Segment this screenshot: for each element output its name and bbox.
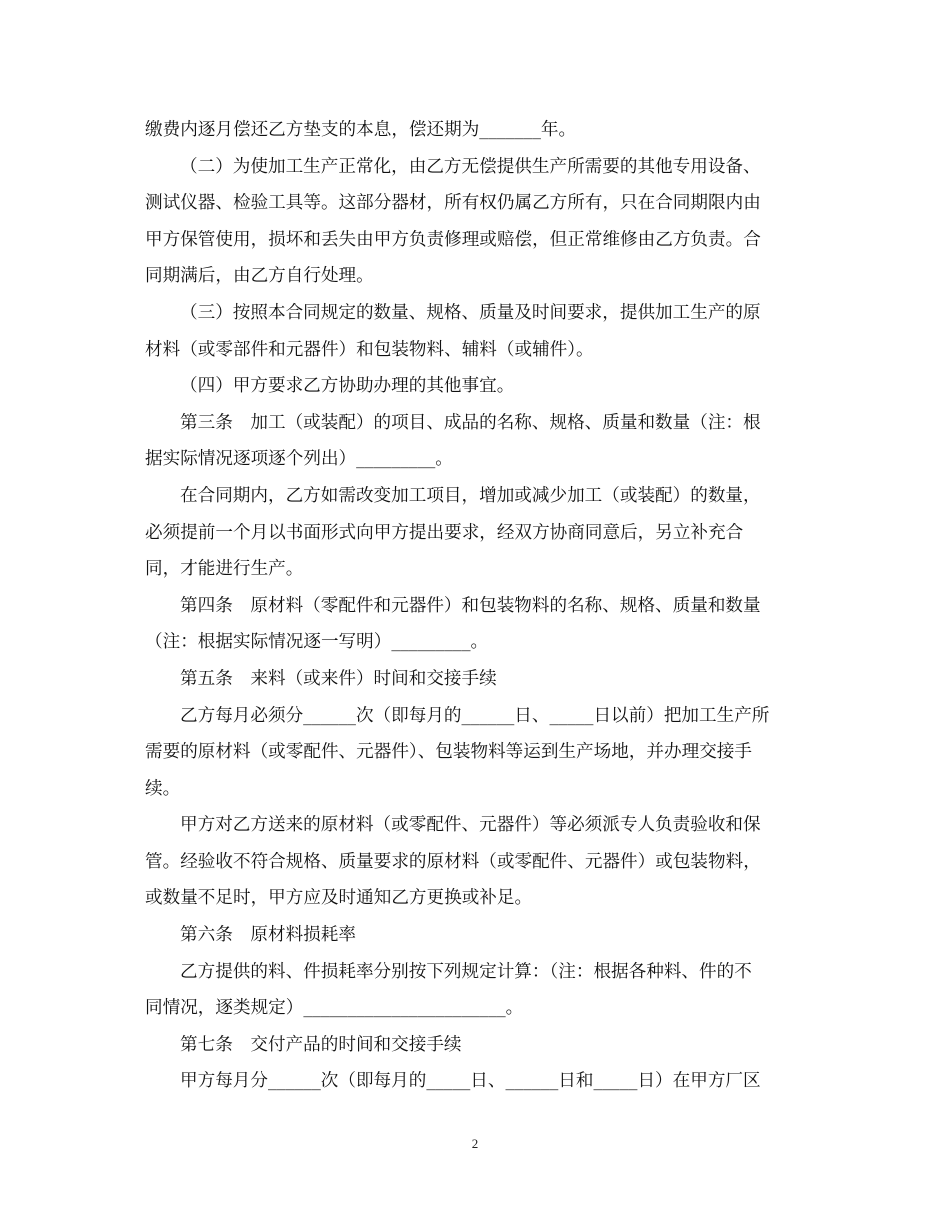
text-line: （二）为使加工生产正常化，由乙方无偿提供生产所需要的其他专用设备、 bbox=[180, 156, 761, 177]
text-line: 同期满后，由乙方自行处理。 bbox=[145, 266, 374, 287]
text-line: 甲方对乙方送来的原材料（或零配件、元器件）等必须派专人负责验收和保 bbox=[180, 815, 761, 836]
text-line: 第四条 原材料（零配件和元器件）和包装物料的名称、规格、质量和数量 bbox=[180, 595, 761, 616]
text-line: 同，才能进行生产。 bbox=[145, 559, 304, 580]
text-line: 据实际情况逐项逐个列出）_________。 bbox=[145, 449, 453, 470]
text-line: 缴费内逐月偿还乙方垫支的本息，偿还期为_______年。 bbox=[145, 120, 577, 140]
text-line: 乙方每月必须分______次（即每月的______日、_____日以前）把加工生产所 bbox=[180, 705, 770, 726]
text-line: 管。经验收不符合规格、质量要求的原材料（或零配件、元器件）或包装物料， bbox=[145, 851, 761, 872]
text-line: 乙方提供的料、件损耗率分别按下列规定计算：（注：根据各种料、件的不 bbox=[180, 961, 752, 982]
text-line: （三）按照本合同规定的数量、规格、质量及时间要求，提供加工生产的原 bbox=[180, 302, 761, 323]
text-line: 甲方每月分______次（即每月的_____日、______日和_____日）在甲方厂区 bbox=[180, 1071, 761, 1092]
text-line: 甲方保管使用，损坏和丢失由甲方负责修理或赔偿，但正常维修由乙方负责。合 bbox=[145, 229, 761, 250]
text-line: 第三条 加工（或装配）的项目、成品的名称、规格、质量和数量（注：根 bbox=[180, 412, 761, 433]
text-line: 第七条 交付产品的时间和交接手续 bbox=[180, 1034, 462, 1055]
text-line: 必须提前一个月以书面形式向甲方提出要求，经双方协商同意后，另立补充合 bbox=[145, 522, 744, 543]
text-line: 第五条 来料（或来件）时间和交接手续 bbox=[180, 668, 497, 689]
page-number: 2 bbox=[471, 1136, 479, 1151]
text-line: 或数量不足时，甲方应及时通知乙方更换或补足。 bbox=[145, 888, 533, 909]
text-line: 材料（或零部件和元器件）和包装物料、辅料（或辅件）。 bbox=[145, 339, 594, 360]
text-line: （注：根据实际情况逐一写明）_________。 bbox=[145, 632, 489, 653]
text-line: 在合同期内，乙方如需改变加工项目，增加或减少加工（或装配）的数量， bbox=[180, 485, 761, 506]
text-line: 续。 bbox=[145, 778, 181, 799]
text-line: 同情况，逐类规定）_______________________。 bbox=[145, 998, 524, 1019]
text-line: 第六条 原材料损耗率 bbox=[180, 925, 356, 946]
text-line: 需要的原材料（或零配件、元器件）、包装物料等运到生产场地，并办理交接手 bbox=[145, 742, 752, 763]
document-body bbox=[145, 112, 805, 1100]
text-line: 测试仪器、检验工具等。这部分器材，所有权仍属乙方所有，只在合同期限内由 bbox=[145, 193, 761, 214]
text-line: （四）甲方要求乙方协助办理的其他事宜。 bbox=[180, 376, 515, 397]
